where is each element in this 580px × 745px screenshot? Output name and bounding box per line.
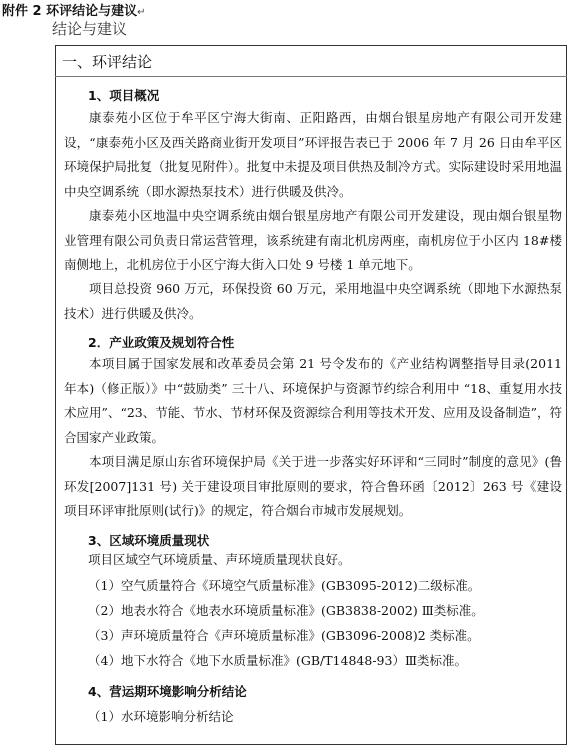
environment-status-item: （3）声环境质量符合《声环境质量标准》(GB3096-2008)2 类标准。	[88, 628, 480, 643]
paragraph-mark-icon: ↵	[137, 7, 146, 18]
heading-project-overview: 1、项目概况	[88, 88, 160, 103]
paragraph-project-overview-3: 项目总投资 960 万元，环保投资 60 万元，采用地温中央空调系统（即地下水源热泵技术）进行供暖及供冷。	[64, 281, 562, 321]
heading-operation-impact: 4、营运期环境影响分析结论	[88, 684, 247, 699]
heading-environment-status: 3、区域环境质量现状	[88, 533, 210, 548]
section-title: 一、环评结论	[62, 53, 153, 71]
environment-status-item: （2）地表水符合《地表水环境质量标准》(GB3838-2002) Ⅲ类标准。	[88, 603, 484, 618]
section-divider	[55, 76, 567, 77]
paragraph-project-overview-1: 康泰苑小区位于牟平区宁海大街南、正阳路西，由烟台银星房地产有限公司开发建设，“康泰苑小区及西关路商业街开发项目”环评报告表已于 2006 年 7 月 26 日由牟平区环境保护局批复（批复见附件）。批复中未提及项目供热及制冷方式。实际建设时采用地温中央空调系统（即水源热泵技术）进行供暖及供冷。	[64, 110, 562, 199]
paragraph-policy-compliance-2: 本项目满足原山东省环境保护局《关于进一步落实好环评和“三同时”制度的意见》(鲁环发[2007]131 号) 关于建设项目审批原则的要求，符合鲁环函〔2012〕263 号《建设项目环评审批原则(试行)》的规定，符合烟台市城市发展规划。	[64, 454, 562, 518]
attachment-title: 附件 2 环评结论与建议↵	[2, 4, 146, 19]
document-subtitle: 结论与建议	[52, 20, 128, 38]
environment-status-item: （1）空气质量符合《环境空气质量标准》(GB3095-2012)二级标准。	[88, 578, 481, 593]
paragraph-policy-compliance-1: 本项目属于国家发展和改革委员会第 21 号令发布的《产业结构调整指导目录(2011 年本)（修正版）》中“鼓励类” 三十八、环境保护与资源节约综合利用中 “18、重复用水技术应用”、“23、节能、节水、节材环保及资源综合利用等技术开发、应用及设备制造”，符合国家产业政策。	[64, 356, 562, 445]
operation-impact-item: （1）水环境影响分析结论	[88, 709, 234, 724]
heading-policy-compliance: 2．产业政策及规划符合性	[88, 335, 235, 350]
environment-status-item: （4）地下水符合《地下水质量标准》(GB/T14848-93）Ⅲ类标准。	[88, 653, 467, 668]
environment-status-intro: 项目区域空气环境质量、声环境质量现状良好。	[88, 552, 351, 567]
paragraph-project-overview-2: 康泰苑小区地温中央空调系统由烟台银星房地产有限公司开发建设，现由烟台银星物业管理有限公司负责日常运营管理，该系统建有南北机房两座，南机房位于小区内 18#楼南侧地上，北机房位于小区宁海大街入口处 9 号楼 1 单元地下。	[64, 208, 562, 272]
